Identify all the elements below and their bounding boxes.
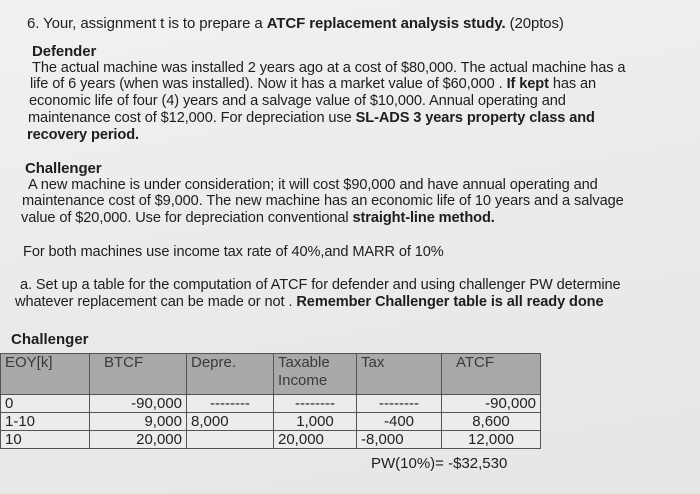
cell-depreciation: 8,000 bbox=[187, 413, 274, 431]
cell-btcf: 20,000 bbox=[90, 431, 187, 449]
cell-btcf: 9,000 bbox=[90, 413, 187, 431]
header-tax: Tax bbox=[357, 354, 442, 395]
defender-line-1: The actual machine was installed 2 years ago at a cost of $80,000. The actual machine has a bbox=[32, 60, 626, 76]
present-worth-result: PW(10%)= -$32,530 bbox=[371, 455, 508, 472]
part-a-reminder: Remember Challenger table is all ready done bbox=[296, 294, 604, 310]
cell-atcf: 8,600 bbox=[442, 413, 541, 431]
part-a-line-2a: whatever replacement can be made or not . bbox=[15, 294, 297, 310]
header-atcf: ATCF bbox=[442, 354, 541, 395]
challenger-line-3a: value of $20,000. Use for depreciation conventional bbox=[21, 210, 353, 226]
challenger-atcf-table bbox=[0, 353, 541, 449]
cell-eoy: 1-10 bbox=[1, 413, 90, 431]
defender-line-4 bbox=[28, 110, 595, 126]
cell-tax: -8,000 bbox=[357, 431, 442, 449]
table-row bbox=[1, 413, 541, 431]
cell-tax: -------- bbox=[357, 395, 442, 413]
table-title: Challenger bbox=[11, 331, 89, 348]
challenger-line-3 bbox=[21, 210, 495, 226]
title-text: 6. Your, assignment t is to prepare a bbox=[27, 15, 267, 32]
defender-heading: Defender bbox=[32, 43, 97, 60]
challenger-line-2: maintenance cost of $9,000. The new machine has an economic life of 10 years and a salvage bbox=[22, 193, 624, 209]
cell-atcf: -90,000 bbox=[442, 395, 541, 413]
defender-line-3: economic life of four (4) years and a salvage value of $10,000. Annual operating and bbox=[29, 93, 566, 109]
defender-line-2c: has an bbox=[548, 76, 597, 92]
cell-taxable-income: 20,000 bbox=[274, 431, 357, 449]
defender-line-2a: life of 6 years (when was installed). Now it has a market value of $60,000 . bbox=[30, 76, 507, 92]
cell-taxable-income: -------- bbox=[274, 395, 357, 413]
header-taxable-income: Taxable Income bbox=[274, 354, 357, 395]
challenger-line-1: A new machine is under consideration; it will cost $90,000 and have annual operating and bbox=[28, 177, 598, 193]
cell-tax: -400 bbox=[357, 413, 442, 431]
cell-eoy: 10 bbox=[1, 431, 90, 449]
part-a-line-2 bbox=[15, 294, 604, 310]
defender-line-5: recovery period. bbox=[27, 127, 139, 143]
header-depreciation: Depre. bbox=[187, 354, 274, 395]
part-a-line-1: a. Set up a table for the computation of ATCF for defender and using challenger PW determine bbox=[20, 277, 621, 293]
cell-depreciation bbox=[187, 431, 274, 449]
header-eoy: EOY[k] bbox=[1, 354, 90, 395]
title-points: (20ptos) bbox=[505, 15, 564, 32]
defender-if-kept: If kept bbox=[506, 76, 549, 92]
challenger-heading: Challenger bbox=[25, 160, 102, 177]
cell-taxable-income: 1,000 bbox=[274, 413, 357, 431]
cell-depreciation: -------- bbox=[187, 395, 274, 413]
cell-atcf: 12,000 bbox=[442, 431, 541, 449]
cell-eoy: 0 bbox=[1, 395, 90, 413]
challenger-straight-line: straight-line method. bbox=[352, 210, 495, 226]
cell-btcf: -90,000 bbox=[90, 395, 187, 413]
common-assumptions: For both machines use income tax rate of 40%,and MARR of 10% bbox=[23, 244, 444, 260]
defender-sl-ads: SL-ADS 3 years property class and bbox=[355, 110, 595, 126]
table-row bbox=[1, 395, 541, 413]
question-title bbox=[27, 15, 564, 32]
defender-line-4a: maintenance cost of $12,000. For depreciation use bbox=[28, 110, 356, 126]
defender-line-2 bbox=[30, 76, 596, 92]
header-btcf: BTCF bbox=[90, 354, 187, 395]
title-bold-text: ATCF replacement analysis study. bbox=[266, 15, 506, 32]
table-header-row bbox=[1, 354, 541, 395]
table-row bbox=[1, 431, 541, 449]
